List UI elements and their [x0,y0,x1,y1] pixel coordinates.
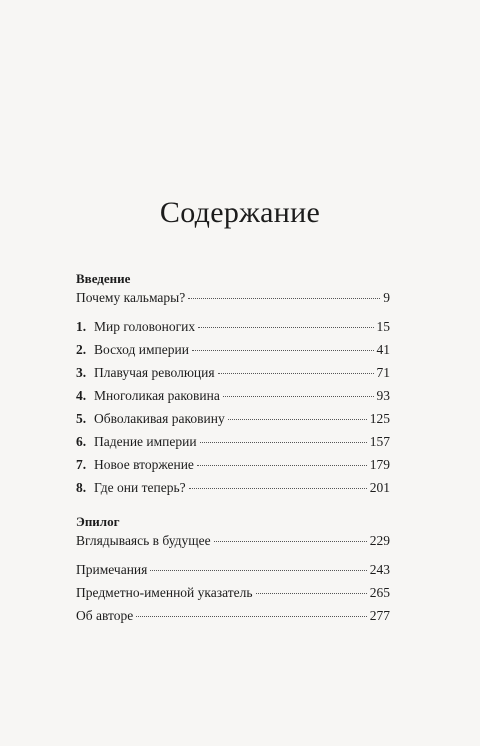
chapter-number: 7. [76,457,87,472]
toc-entry-label: Новое вторжение [94,457,194,472]
toc-entry-page: 277 [369,608,390,623]
dot-leader [150,570,366,571]
toc-entry-intro [76,288,390,308]
dot-leader [256,593,367,594]
toc-entry-page: 201 [369,480,390,495]
dot-leader [197,465,367,466]
toc-chapter-2 [76,338,390,361]
chapter-number: 3. [76,365,87,380]
dot-leader [214,541,367,542]
toc-chapter-4 [76,384,390,407]
spacer [76,551,390,558]
toc-entry-epilogue [76,531,390,551]
dot-leader [136,616,367,617]
dot-leader [218,373,374,374]
toc-entry-notes [76,558,390,581]
toc-entry-label: Вглядываясь в будущее [76,533,211,548]
toc-entry-page: 265 [369,585,390,600]
toc-chapter-7 [76,453,390,476]
toc-entry-page: 15 [376,319,390,334]
toc-entry-label: Почему кальмары? [76,290,186,305]
toc-entry-page: 243 [369,562,390,577]
dot-leader [228,419,367,420]
toc-entry-label: Мир головоногих [94,319,196,334]
section-heading-epilogue: Эпилог [76,514,120,529]
dot-leader [223,396,374,397]
toc-entry-page: 157 [369,434,390,449]
dot-leader [200,442,367,443]
toc-entry-page: 41 [376,342,390,357]
toc-entry-index [76,581,390,604]
toc-entry-page: 71 [376,365,390,380]
toc-chapter-8 [76,476,390,499]
chapter-number: 1. [76,319,87,334]
dot-leader [189,488,367,489]
toc-chapter-3 [76,361,390,384]
toc-chapter-6 [76,430,390,453]
chapter-number: 4. [76,388,87,403]
toc-entry-label: Об авторе [76,608,134,623]
dot-leader [198,327,373,328]
toc-entry-page: 125 [369,411,390,426]
dot-leader [188,298,380,299]
toc-entry-page: 229 [369,533,390,548]
toc-entry-label: Восход империи [94,342,189,357]
toc-entry-page: 179 [369,457,390,472]
chapter-number: 8. [76,480,87,495]
toc-entry-page: 9 [383,290,390,305]
spacer [76,308,390,315]
toc-entry-label: Многоликая раковина [94,388,220,403]
toc-entry-about-author [76,604,390,627]
chapter-number: 6. [76,434,87,449]
toc-entry-label: Обволакивая раковину [94,411,225,426]
toc-entry-label: Где они теперь? [94,480,186,495]
dot-leader [192,350,374,351]
toc-chapter-5 [76,407,390,430]
toc-chapter-1 [76,315,390,338]
spacer [76,499,390,513]
toc-entry-label: Падение империи [94,434,197,449]
table-of-contents [76,270,390,627]
chapter-number: 5. [76,411,87,426]
page-title: Содержание [159,196,321,229]
toc-entry-label: Плавучая революция [94,365,215,380]
toc-entry-page: 93 [376,388,390,403]
chapter-number: 2. [76,342,87,357]
toc-entry-label: Примечания [76,562,148,577]
section-heading-intro: Введение [76,271,131,286]
toc-entry-label: Предметно-именной указатель [76,585,253,600]
